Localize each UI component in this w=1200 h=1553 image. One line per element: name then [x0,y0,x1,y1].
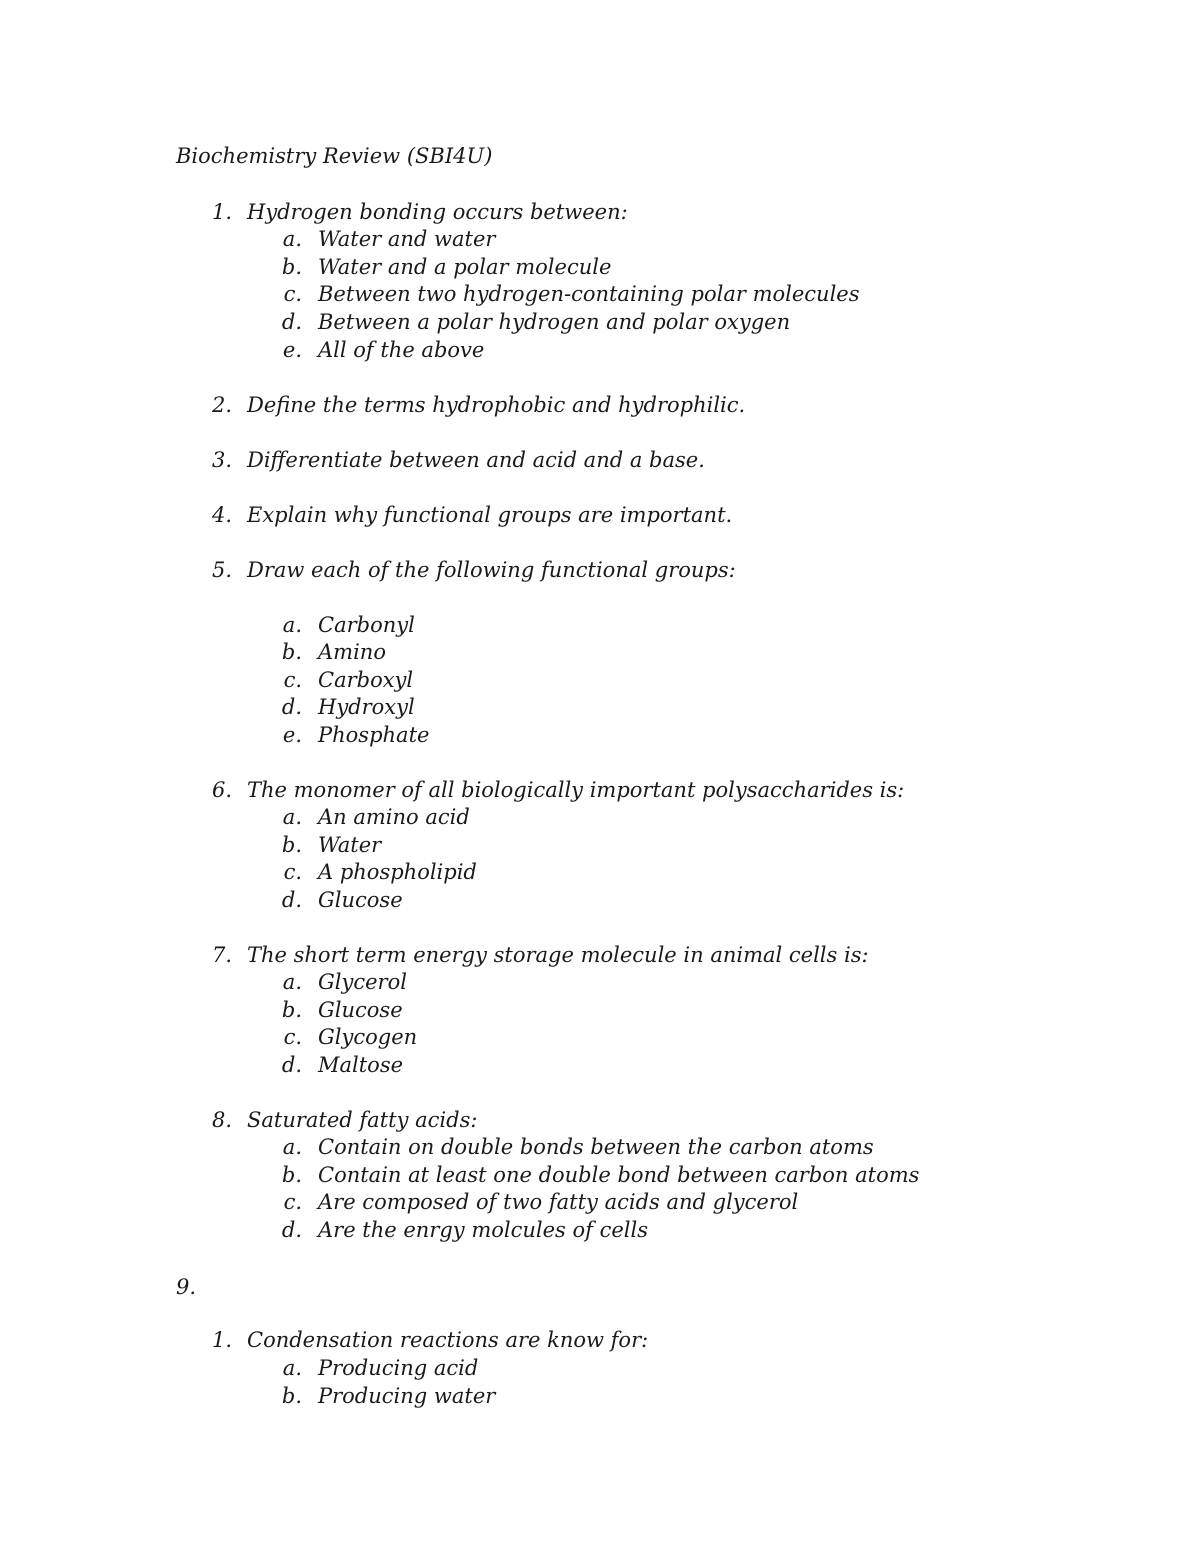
question-number: 6. [211,778,232,802]
option-text: Maltose [318,1053,404,1077]
question-text: Explain why functional groups are important. [247,503,733,527]
option-text: Amino [318,640,386,664]
option-letter: b. [281,1163,302,1187]
option-text: Contain on double bonds between the carbon atoms [318,1135,874,1159]
question-text: The monomer of all biologically important polysaccharides is: [247,778,905,802]
option-text: Glycogen [318,1025,418,1049]
option-letter: b. [281,255,302,279]
option-letter: e. [282,723,302,747]
option-letter: c. [283,668,302,692]
option-letter: b. [281,833,302,857]
option-text: Water and a polar molecule [318,255,612,279]
question-number: 7. [211,943,232,967]
option-text: Between a polar hydrogen and polar oxygen [318,310,791,334]
option-letter: a. [282,970,302,994]
option-text: Carboxyl [318,668,414,692]
option-letter: a. [282,1135,302,1159]
question-number: 1. [211,1328,232,1352]
option-letter: a. [282,1356,302,1380]
option-letter: d. [281,695,302,719]
option-letter: a. [282,227,302,251]
option-text: All of the above [318,338,485,362]
option-text: Contain at least one double bond between carbon atoms [318,1163,920,1187]
question-number: 8. [211,1108,232,1132]
option-letter: d. [281,1053,302,1077]
option-text: Between two hydrogen-containing polar molecules [318,282,860,306]
question-text: Differentiate between and acid and a base. [247,448,705,472]
question-number: 1. [211,200,232,224]
option-text: Carbonyl [318,613,415,637]
option-text: A phospholipid [318,860,477,884]
question-text: The short term energy storage molecule in animal cells is: [247,943,869,967]
option-letter: c. [283,860,302,884]
option-letter: d. [281,310,302,334]
option-letter: c. [283,1190,302,1214]
question-number: 3. [211,448,232,472]
option-text: Producing water [318,1384,496,1408]
question-text: Hydrogen bonding occurs between: [247,200,628,224]
option-text: Phosphate [318,723,430,747]
option-text: Are composed of two fatty acids and glycerol [318,1190,799,1214]
question-number: 2. [211,393,232,417]
option-letter: b. [281,998,302,1022]
option-letter: c. [283,1025,302,1049]
question-text: Saturated fatty acids: [247,1108,478,1132]
option-text: Glycerol [318,970,407,994]
option-letter: d. [281,1218,302,1242]
option-text: Hydroxyl [318,695,415,719]
option-text: Are the enrgy molcules of cells [318,1218,648,1242]
option-letter: e. [282,338,302,362]
option-text: Glucose [318,888,403,912]
option-text: Water and water [318,227,496,251]
question-text: Define the terms hydrophobic and hydrophilic. [247,393,746,417]
question-number: 5. [211,558,232,582]
standalone-number: 9. [176,1275,197,1299]
option-text: Water [318,833,382,857]
question-text: Draw each of the following functional groups: [247,558,736,582]
option-text: Producing acid [318,1356,479,1380]
document-title: Biochemistry Review (SBI4U) [176,144,493,168]
question-text: Condensation reactions are know for: [247,1328,649,1352]
option-text: Glucose [318,998,403,1022]
question-number: 4. [211,503,232,527]
option-letter: a. [282,805,302,829]
option-letter: c. [283,282,302,306]
option-letter: a. [282,613,302,637]
option-letter: b. [281,1384,302,1408]
option-letter: d. [281,888,302,912]
option-text: An amino acid [318,805,470,829]
option-letter: b. [281,640,302,664]
